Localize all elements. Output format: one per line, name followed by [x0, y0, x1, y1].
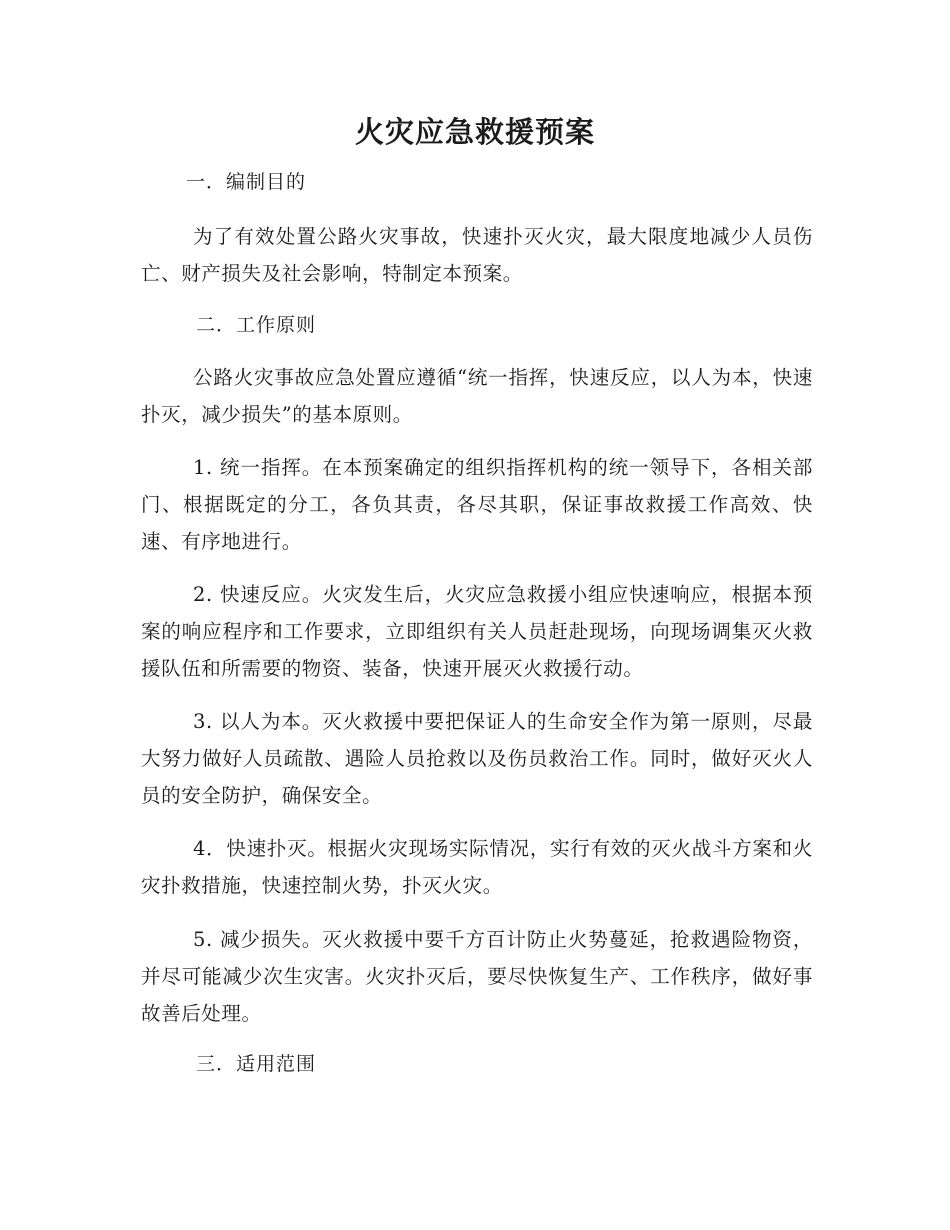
paragraph-purpose: 为了有效处置公路火灾事故，快速扑灭火灾，最大限度地减少人员伤亡、财产损失及社会影响，特制定本预案。 [141, 225, 813, 285]
paragraph-principle-reduce-loss: 5. 减少损失。灭火救援中要千方百计防止火势蔓延，抢救遇险物资，并尽可能减少次生灾害。火灾扑灭后，要尽快恢复生产、工作秩序，做好事故善后处理。 [141, 928, 813, 1025]
paragraph-principle-rapid-response: 2. 快速反应。火灾发生后，火灾应急救援小组应快速响应，根据本预案的响应程序和工作要求，立即组织有关人员赶赴现场，向现场调集灭火救援队伍和所需要的物资、装备，快速开展灭火救援行动。 [141, 583, 813, 680]
paragraph-principles-intro: 公路火灾事故应急处置应遵循“统一指挥，快速反应，以人为本，快速扑灭，减少损失”的基本原则。 [141, 366, 813, 426]
paragraph-principle-unified-command: 1. 统一指挥。在本预案确定的组织指挥机构的统一领导下，各相关部门、根据既定的分工，各负其责，各尽其职，保证事故救援工作高效、快速、有序地进行。 [141, 456, 813, 553]
section-heading-principles: 二．工作原则 [196, 314, 317, 336]
document-title: 火灾应急救援预案 [354, 115, 595, 149]
paragraph-principle-quick-extinguish: 4．快速扑灭。根据火灾现场实际情况，实行有效的灭火战斗方案和火灾扑救措施，快速控制火势，扑灭火灾。 [141, 837, 813, 897]
section-heading-scope: 三．适用范围 [196, 1053, 317, 1075]
paragraph-principle-people-first: 3. 以人为本。灭火救援中要把保证人的生命安全作为第一原则，尽最大努力做好人员疏散、遇险人员抢救以及伤员救治工作。同时，做好灭火人员的安全防护，确保安全。 [141, 710, 813, 807]
section-heading-purpose: 一．编制目的 [186, 171, 307, 193]
